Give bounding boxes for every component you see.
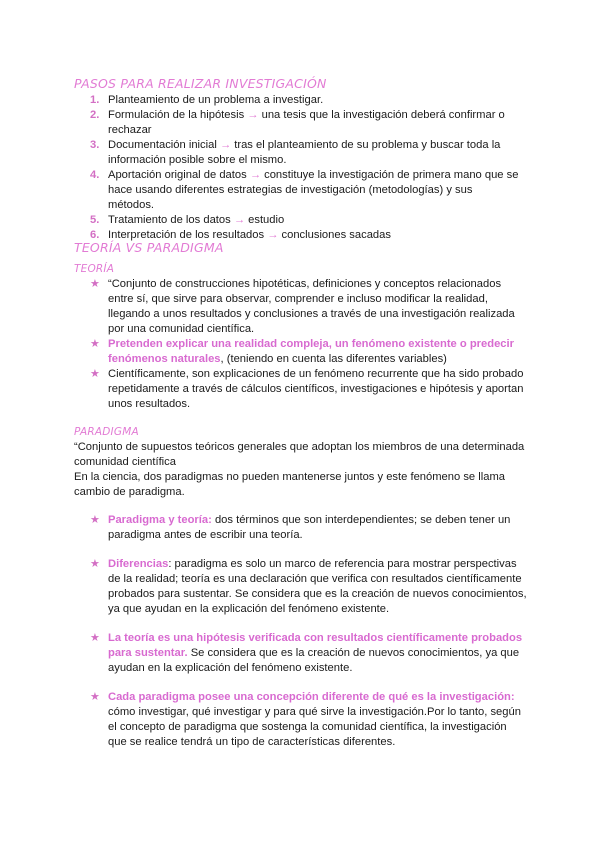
star-icon: ★ — [90, 368, 100, 380]
list-item: 4. Aportación original de datos → constituye la investigación de primera mano que se hace usando diferentes estrategias de investigación (metodologías) y sus métodos. — [90, 169, 519, 211]
list-item: ★ Diferencias: paradigma es solo un marco de referencia para mostrar perspectivas de la realidad; teoría es una declaración que verifica con resultados científicamente probados para sustentar. Se considera que es la creación de nuevos conocimientos, ya que ayudan en la explicación del fenómeno existente. — [90, 558, 527, 615]
section-title-pasos: PASOS PARA REALIZAR INVESTIGACIÓN — [74, 76, 327, 91]
list-number: 1. — [90, 94, 100, 106]
compare-list — [90, 513, 528, 750]
list-item: ★ Paradigma y teoría: dos términos que son interdependientes; se deben tener un paradigma antes de escribir una teoría. — [90, 514, 511, 541]
star-icon: ★ — [90, 278, 100, 290]
star-icon: ★ — [90, 514, 100, 526]
star-icon: ★ — [90, 338, 100, 350]
star-icon: ★ — [90, 691, 100, 703]
list-number: 3. — [90, 139, 100, 151]
list-number: 6. — [90, 229, 100, 241]
list-item: 5. Tratamiento de los datos → estudio — [90, 214, 285, 226]
list-item: ★ “Conjunto de construcciones hipotéticas, definiciones y conceptos relacionados entre sí, que sirve para observar, comprender e incluso modificar la realidad, llegando a unos resultados y conclusiones a través de una investigación realizada por una comunidad científica. — [90, 278, 515, 335]
arrow-icon: → — [247, 109, 259, 121]
section-title-teoria-vs-paradigma: TEORÍA VS PARADIGMA — [74, 240, 224, 255]
subheading-paradigma: PARADIGMA — [74, 426, 139, 438]
list-item: ★ La teoría es una hipótesis verificada con resultados científicamente probados para sustentar. Se considera que es la creación de nuevos conocimientos, ya que ayudan en la explicación del fenómeno existente. — [90, 632, 523, 674]
arrow-icon: → — [267, 229, 279, 241]
list-number: 2. — [90, 109, 100, 121]
list-item: 2. Formulación de la hipótesis → una tesis que la investigación deberá confirmar o rechazar — [90, 109, 505, 136]
list-item: ★ Científicamente, son explicaciones de un fenómeno recurrente que ha sido probado repetidamente a través de cálculos científicos, investigaciones e hipótesis y aportan unos resultados. — [90, 368, 524, 410]
star-icon: ★ — [90, 558, 100, 570]
list-number: 4. — [90, 169, 100, 181]
list-item: 3. Documentación inicial → tras el planteamiento de su problema y buscar toda la información posible sobre el mismo. — [90, 139, 501, 166]
list-number: 5. — [90, 214, 100, 226]
arrow-icon: → — [249, 169, 261, 181]
arrow-icon: → — [233, 214, 246, 226]
subheading-teoria: TEORÍA — [74, 263, 115, 275]
arrow-icon: → — [219, 139, 232, 151]
list-item: 6. Interpretación de los resultados → conclusiones sacadas — [90, 229, 391, 241]
list-item: ★ Cada paradigma posee una concepción diferente de qué es la investigación: cómo investigar, qué investigar y para qué sirve la investigación.Por lo tanto, según el concepto de paradigma que sostenga la comunidad científica, la investigación que se realice tendrá un tipo de características diferentes. — [90, 691, 521, 748]
star-icon: ★ — [90, 632, 100, 644]
paradigma-definition: “Conjunto de supuestos teóricos generales que adoptan los miembros de una determinada comunidad científica En la ciencia, dos paradigmas no pueden mantenerse juntos y este fenómeno se llama cambio de paradigma. — [74, 441, 525, 498]
list-item: 1. Planteamiento de un problema a investigar. — [90, 94, 324, 106]
teoria-list — [90, 277, 528, 412]
steps-list — [90, 93, 520, 243]
list-item: ★ Pretenden explicar una realidad compleja, un fenómeno existente o predecir fenómenos naturales, (teniendo en cuenta las diferentes variables) — [90, 338, 514, 365]
